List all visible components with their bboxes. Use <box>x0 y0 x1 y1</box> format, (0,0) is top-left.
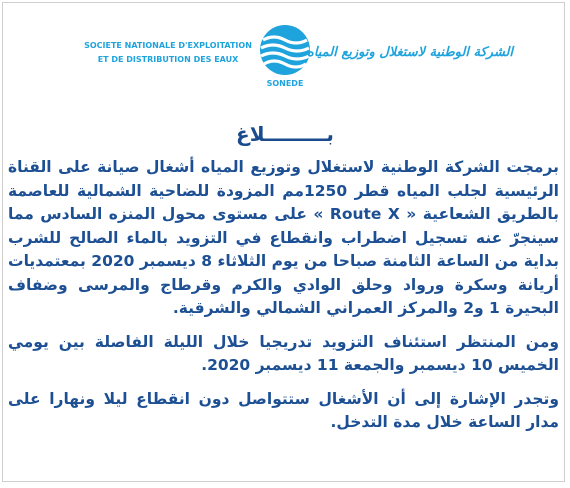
paragraph-resumption: ومن المنتظر استئناف التزويد تدريجيا خلال الليلة الفاصلة بين يومي الخميس 10 ديسمبر والجمعة 11 ديسمبر 2020. <box>8 332 559 374</box>
notice-body <box>8 156 559 435</box>
logo-wordmark: SONEDE <box>266 79 304 88</box>
notice-title: بـــــــــلاغ <box>236 122 334 146</box>
paragraph-works: برمجت الشركة الوطنية لاستغلال وتوزيع المياه أشغال صيانة على القناة الرئيسية لجلب المياه قطر 1250مم المزودة للضاحية الشمالية للعاصمة بالطريق الشعاعية « Route X » على مستوى محول المنزه السادس مما سينجرّ عنه تسجيل اضطراب وانقطاع في التزويد بالماء الصالح للشرب بداية من الساعة الثامنة صباحا من يوم الثلاثاء 8 ديسمبر 2020 بمعتمديات أريانة وسكرة ورواد وحلق الوادي والكرم وقرطاج والمرسى وضفاف البحيرة 1 و2 والمركز العمراني الشمالي والشرقية. <box>8 158 560 317</box>
org-name-french <box>68 39 268 67</box>
org-name-arabic: الشركة الوطنية لاستغلال وتوزيع المياه <box>307 45 513 60</box>
org-name-french-line2: ET DE DISTRIBUTION DES EAUX <box>97 55 239 64</box>
paragraph-continuous-works: وتجدر الإشارة إلى أن الأشغال ستتواصل دون انقطاع ليلا ونهارا على مدار الساعة خلال مدة التدخل. <box>8 389 559 431</box>
org-name-french-line1: SOCIETE NATIONALE D'EXPLOITATION <box>84 41 252 50</box>
